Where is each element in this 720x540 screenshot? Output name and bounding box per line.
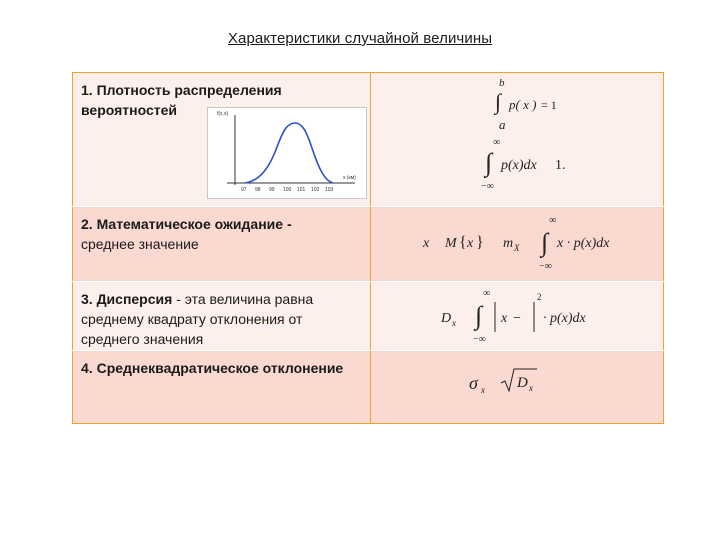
exponent: 2 [537,292,542,302]
x-tick-label: 100 [283,187,292,193]
integrand: x · p(x)dx [557,236,610,251]
integral-sign: ∫ [485,148,493,177]
formula-normalization [371,73,663,206]
row-label [73,351,370,378]
row-number: 2. [81,216,93,232]
x-tick-label: 98 [255,187,261,193]
x-tick-label: 99 [269,187,275,193]
row-title: Дисперсия [96,291,173,307]
equation-rhs: = 1 [541,98,557,112]
integral-lower-limit: −∞ [539,261,552,272]
variable-x: x [423,236,430,251]
table-row [73,207,664,282]
integral-lower-limit: −∞ [481,181,494,192]
x-axis-label: x (км) [343,175,356,181]
variance-symbol: D [441,311,452,326]
variable-x: x [501,311,508,326]
row-formula-cell [371,73,664,207]
integral-lower-limit: −∞ [473,334,486,345]
formula-std-deviation [371,351,663,423]
row-title: Среднеквадратическое отклонение [96,360,344,376]
mean-subscript: X [514,243,520,253]
mean-symbol: m [503,236,514,251]
x-tick-label: 101 [297,187,306,193]
row-title: Математическое ожидание - [96,216,292,232]
row-formula-cell [371,207,664,282]
variance-subscript: x [452,318,456,328]
row-label-cell [73,351,371,424]
brace-argument: x [467,236,474,251]
formula-expectation [371,207,663,281]
row-title: Плотность распределения вероятностей [81,82,282,118]
characteristics-table [72,72,664,424]
row-label-cell [73,207,371,282]
equation-rhs: 1. [555,158,566,173]
row-formula-cell [371,351,664,424]
row-number: 1. [81,82,93,98]
formula-variance [371,282,663,350]
table-row [73,282,664,351]
minus-sign: − [513,311,521,326]
integral-sign: ∫ [541,228,549,257]
integral-upper-limit: ∞ [493,137,501,148]
variance-symbol: D [517,375,528,391]
table-row [73,351,664,424]
sigma-subscript: x [481,385,485,395]
row-label [73,207,370,254]
integral-upper-limit: ∞ [549,215,557,226]
integral-sign: ∫ [475,301,483,330]
table-row [73,73,664,207]
brace-open: { [459,234,467,251]
chart-frame [208,108,367,199]
row-label-cell [73,282,371,351]
brace-close: } [476,234,484,251]
integrand-tail: · p(x)dx [543,311,586,326]
row-label-cell [73,73,371,207]
row-label [73,282,370,349]
x-tick-label: 103 [325,187,334,193]
row-formula-cell [371,282,664,351]
integral-sign: ∫ [495,89,502,114]
density-chart [207,107,367,199]
x-tick-label: 102 [311,187,320,193]
integral-lower-limit: a [499,117,506,132]
variance-subscript: x [529,383,533,393]
row-description: - эта величина равна среднему квадрату отклонения от среднего значения [81,291,314,347]
row-number: 4. [81,360,93,376]
integral-upper-limit: ∞ [483,288,491,299]
sigma-symbol: σ [469,373,478,393]
row-number: 3. [81,291,93,307]
x-tick-label: 97 [241,187,247,193]
integral-upper-limit: b [499,77,505,89]
y-axis-label: f(x,x) [217,111,229,117]
row-description: среднее значение [81,236,199,252]
integrand: p(x)dx [501,158,537,173]
operator-m: M [445,236,457,251]
page-title: Характеристики случайной величины [227,30,493,47]
integrand: p( x ) [509,97,537,112]
